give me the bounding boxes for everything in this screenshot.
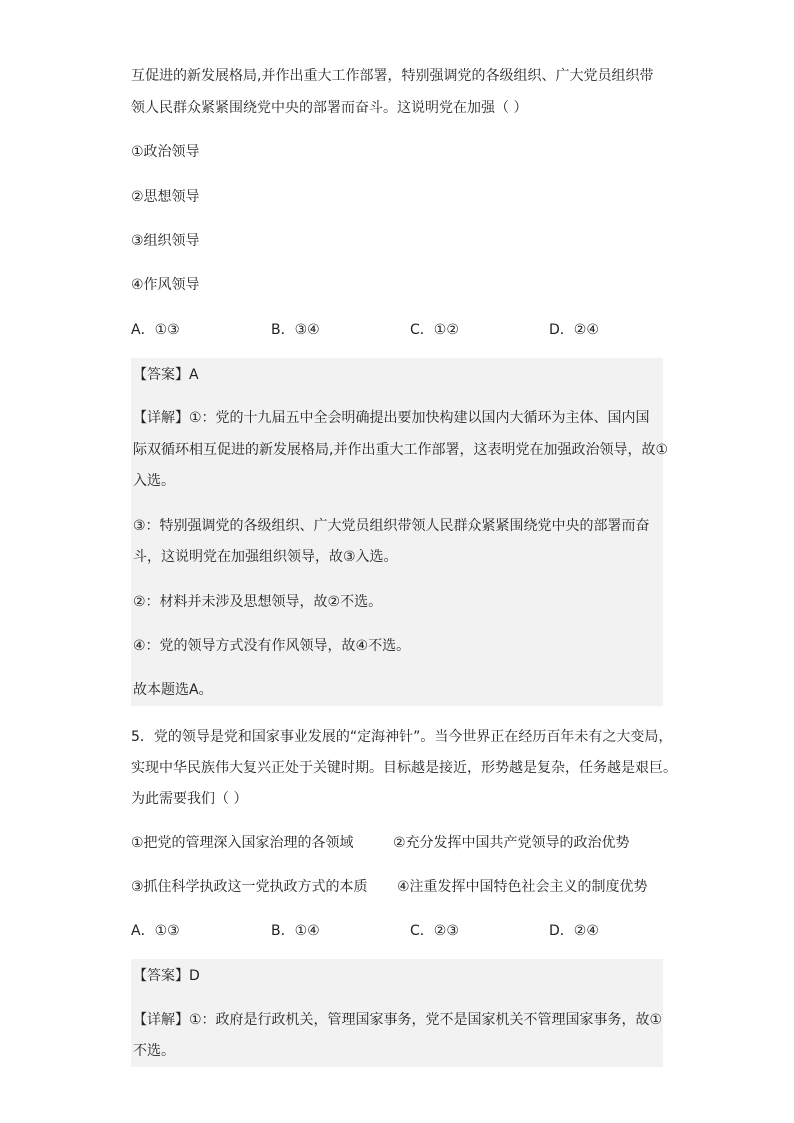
q4-stem-line: 领人民群众紧紧围绕党中央的部署而奋斗。这说明党在加强（ ） — [131, 100, 528, 116]
q4-answer-block — [131, 358, 668, 706]
q4-detail-line: 入选。 — [133, 473, 175, 489]
q4-option-b: B．③④ — [271, 322, 320, 338]
q5-option-a: A．①③ — [131, 923, 180, 939]
q4-option-a: A．①③ — [131, 322, 180, 338]
q5-option-b: B．①④ — [271, 923, 320, 939]
q5-answer: 【答案】D — [133, 968, 200, 984]
q4-stem-line: 互促进的新发展格局,并作出重大工作部署，特别强调党的各级组织、广大党员组织带 — [131, 68, 654, 84]
q4-item: ②思想领导 — [131, 189, 200, 205]
q5-stem-line: 为此需要我们（ ） — [131, 791, 248, 807]
q4-detail-line: 【详解】①：党的十九届五中全会明确提出要加快构建以国内大循环为主体、国内国 — [133, 410, 650, 426]
q4-option-c: C．①② — [410, 322, 459, 338]
q5-stem-line: 5．党的领导是党和国家事业发展的“定海神针”。当今世界正在经历百年未有之大变局， — [131, 729, 673, 745]
q5-stem-line: 实现中华民族伟大复兴正处于关键时期。目标越是接近，形势越是复杂，任务越是艰巨。 — [131, 760, 677, 776]
q4-item: ④作风领导 — [131, 277, 200, 293]
q4-detail-line: ③：特别强调党的各级组织、广大党员组织带领人民群众紧紧围绕党中央的部署而奋 — [133, 518, 650, 534]
q5-option-d: D．②④ — [549, 923, 599, 939]
q4-detail-line: ④：党的领导方式没有作风领导，故④不选。 — [133, 638, 411, 654]
q5-item: ④注重发挥中国特色社会主义的制度优势 — [397, 879, 648, 895]
q5-item: ②充分发挥中国共产党领导的政治优势 — [393, 835, 630, 851]
q4-detail-line: ②：材料并未涉及思想领导，故②不选。 — [133, 594, 383, 610]
q4-item: ①政治领导 — [131, 144, 200, 160]
q4-detail-line: 斗，这说明党在加强组织领导，故③入选。 — [133, 549, 398, 565]
q5-item: ③抓住科学执政这一党执政方式的本质 — [131, 879, 368, 895]
q4-option-d: D．②④ — [549, 322, 599, 338]
q4-item: ③组织领导 — [131, 233, 200, 249]
q4-detail-line: 故本题选A。 — [133, 682, 213, 698]
q5-option-c: C．②③ — [410, 923, 459, 939]
q5-detail-line: 【详解】①：政府是行政机关，管理国家事务，党不是国家机关不管理国家事务，故① — [133, 1012, 663, 1028]
q5-answer-block — [131, 959, 663, 1067]
q4-detail-line: 际双循环相互促进的新发展格局,并作出重大工作部署，这表明党在加强政治领导，故① — [133, 442, 668, 458]
q5-detail-line: 不选。 — [133, 1043, 175, 1059]
q4-answer: 【答案】A — [133, 367, 199, 383]
q5-item: ①把党的管理深入国家治理的各领域 — [131, 835, 354, 851]
